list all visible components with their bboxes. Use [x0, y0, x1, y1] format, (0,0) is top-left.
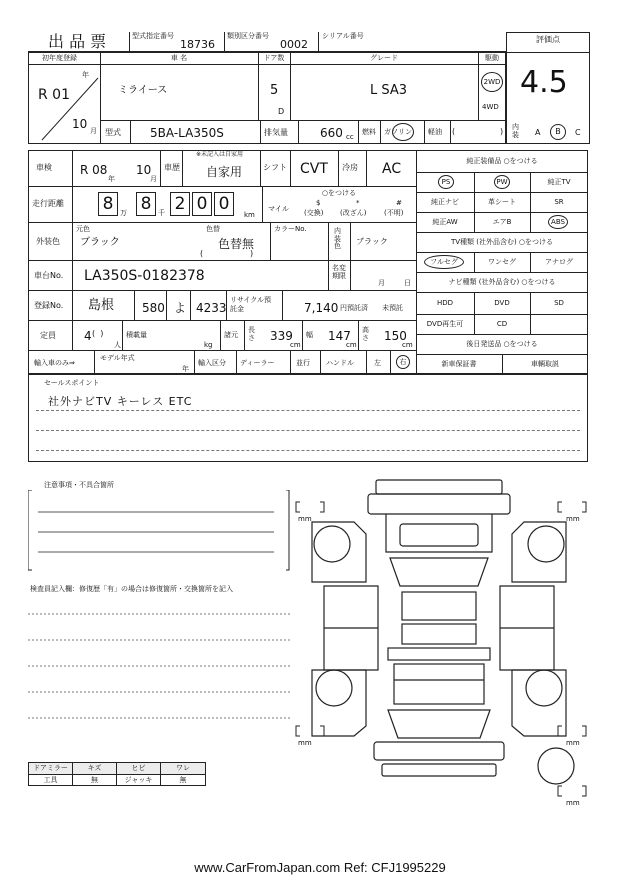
drive-4wd: 4WD: [482, 103, 499, 111]
capacity-value: 4: [84, 329, 92, 343]
import-label: 輸入車のみ⇒: [34, 359, 75, 367]
tv-analog: アナログ: [545, 258, 573, 266]
door-type: D: [278, 107, 285, 116]
score-label: 評価点: [536, 35, 560, 44]
equip-airbag: エアB: [492, 218, 512, 226]
import-parallel: 並行: [296, 359, 310, 367]
model-label: 型式: [105, 128, 121, 137]
ext-color-label: 外装色: [36, 237, 60, 246]
mileage-digit-1: 8: [98, 192, 118, 216]
mileage-sen-unit: 千: [158, 209, 165, 217]
interior-c: C: [575, 128, 581, 137]
mileage-label: 走行距離: [32, 199, 64, 208]
inspection-label: 車検: [36, 163, 52, 172]
length-label: 長さ: [248, 326, 255, 343]
name-change-month: 月: [378, 279, 385, 287]
first-reg-year-unit: 年: [82, 71, 89, 79]
sales-text: 社外ナビTV キーレス ETC: [48, 395, 193, 408]
unknown-label: #: [396, 199, 402, 207]
ac-value: AC: [382, 161, 402, 177]
unknown-sub: (不明): [384, 209, 404, 217]
notes-box: [28, 490, 290, 572]
first-reg-label: 初年度登録: [42, 54, 77, 62]
sales-label: セールスポイント: [44, 379, 100, 387]
handle-label: ハンドル: [326, 359, 354, 367]
tire-front-left-mm: mm: [298, 515, 312, 523]
navi-dvd: DVD: [494, 299, 510, 307]
name-change-day: 日: [404, 279, 411, 287]
fuel-gasoline: ガソリン: [384, 128, 412, 136]
reg-kana: よ: [174, 301, 187, 315]
fuel-diesel: 軽油: [428, 128, 442, 136]
width-unit: cm: [346, 341, 357, 349]
drive-label: 駆動: [485, 54, 499, 62]
tools-value-tools: 工具: [43, 776, 58, 784]
inspector-lines: [24, 600, 294, 740]
equip-genuine-navi: 純正ナビ: [431, 198, 459, 206]
color-paren-close: ): [250, 249, 254, 258]
mileage-mark-note: ○をつける: [321, 189, 357, 197]
category-label: 類別区分番号: [227, 32, 269, 40]
handle-left: 左: [374, 359, 381, 367]
tools-header-scratch: キズ: [73, 763, 116, 774]
tools-header-break: ワレ: [161, 763, 205, 774]
reg-place: 島根: [88, 298, 115, 313]
color-change-value: 色替無: [218, 237, 255, 251]
dimension-label: 諸元: [224, 331, 238, 339]
tools-header-mirror: ドアミラー: [29, 763, 72, 774]
mileage-digit-2: 8: [136, 192, 156, 216]
drive-2wd: 2WD: [481, 72, 503, 92]
displacement-value: 660: [320, 126, 343, 140]
fuel-other-paren-open: (: [452, 127, 456, 136]
chassis-label: 車台No.: [34, 271, 64, 280]
inspector-label: 検査員記入欄：修復歴「有」の場合は修復箇所・交換箇所を記入: [30, 585, 233, 593]
category-value: 0002: [280, 38, 308, 51]
model-value: 5BA-LA350S: [150, 126, 224, 140]
reg-label: 登録No.: [34, 301, 64, 310]
first-reg-divider: [28, 64, 100, 144]
mileage-km-unit: km: [244, 211, 255, 219]
navi-dvd-playback: DVD再生可: [426, 320, 464, 328]
mileage-man-unit: 万: [120, 209, 127, 217]
equip-sunroof: SR: [554, 198, 564, 206]
int-color-value: ブラック: [356, 237, 388, 246]
later-manual: 車輌取説: [531, 360, 559, 368]
mile-label: マイル: [268, 205, 289, 213]
model-designation-label: 型式指定番号: [132, 32, 174, 40]
equip-genuine-aw: 純正AW: [432, 218, 458, 226]
grade: L SA3: [370, 83, 408, 98]
width-value: 147: [328, 329, 351, 343]
usage-label: 車歴: [164, 163, 180, 172]
score-value: 4.5: [520, 65, 568, 100]
inspection-month-unit: 月: [150, 175, 157, 183]
inspection-month: 10: [136, 163, 152, 177]
recycle-label: リサイクル預託金: [230, 296, 272, 314]
capacity-paren: ( ): [92, 329, 104, 338]
navi-type-label: ナビ種類 (社外品含む) ○をつける: [448, 278, 556, 286]
color-num-label: 色替: [206, 225, 220, 233]
form-title: 出 品 票: [48, 32, 107, 51]
handle-right: 右: [396, 355, 410, 369]
usage-value: 自家用: [206, 165, 243, 179]
navi-cd: CD: [496, 320, 508, 328]
length-value: 339: [270, 329, 293, 343]
inspection-year: R 08: [80, 163, 108, 177]
tools-header-crack: ヒビ: [117, 763, 160, 774]
later-warranty: 新車保証書: [441, 360, 477, 368]
load-unit: kg: [204, 341, 213, 349]
orig-color-label: 元色: [76, 225, 90, 233]
equip-pw: PW: [494, 175, 510, 189]
recycle-fee: 7,140: [304, 301, 339, 315]
tools-value-jack-none: 無: [179, 776, 187, 784]
grade-label: グレード: [370, 54, 398, 62]
exchange-label: $: [316, 199, 321, 207]
height-value: 150: [384, 329, 407, 343]
model-year-unit: 年: [182, 365, 189, 373]
height-unit: cm: [402, 341, 413, 349]
interior-a: A: [535, 128, 541, 137]
ext-color-value: ブラック: [80, 237, 120, 248]
usage-note: ※未記入は自家用: [196, 151, 244, 158]
recycle-status: 円預託済: [340, 304, 368, 312]
mileage-digit-5: 0: [214, 192, 234, 216]
tire-front-right-mm: mm: [566, 515, 580, 523]
int-color-label: 内装色: [334, 227, 341, 251]
interior-label: 内 装: [512, 123, 519, 139]
inspection-year-unit: 年: [108, 175, 115, 183]
reg-number: 4233: [196, 301, 227, 315]
import-dealer: ディーラー: [240, 359, 275, 367]
doors-label: ドア数: [263, 54, 285, 62]
recycle-unpaid: 未預託: [382, 304, 403, 312]
fuel-other-paren-close: ): [500, 127, 504, 136]
interior-b: B: [550, 124, 566, 140]
tire-rear-right-mm: mm: [566, 739, 580, 747]
color-paren-open: (: [200, 249, 204, 258]
doors: 5: [270, 83, 279, 98]
chassis-value: LA350S-0182378: [84, 268, 205, 284]
import-type-label: 輸入区分: [198, 359, 226, 367]
width-label: 幅: [306, 331, 313, 339]
car-name-label: 車 名: [170, 54, 188, 62]
sales-frame: [28, 374, 588, 462]
first-reg-month: 10: [72, 117, 88, 131]
color-no-label: カラーNo.: [274, 225, 307, 233]
shift-value: CVT: [300, 161, 328, 177]
equip-abs: ABS: [548, 215, 568, 229]
model-year-label: モデル年式: [100, 354, 135, 362]
car-name: ミライース: [118, 85, 168, 96]
capacity-unit: 人: [114, 341, 121, 349]
car-diagram: [294, 474, 594, 814]
tv-oneseg: ワンセグ: [488, 258, 516, 266]
tools-value-tools-none: 無: [91, 776, 98, 784]
height-label: 高さ: [362, 326, 369, 343]
reg-class: 580: [142, 301, 165, 315]
equip-ps: PS: [438, 175, 454, 189]
serial-label: シリアル番号: [322, 32, 364, 40]
tamper-label: *: [356, 199, 360, 207]
tire-spare-mm: mm: [566, 799, 580, 807]
cc-unit: cc: [346, 133, 354, 141]
mileage-digit-3: 2: [170, 192, 190, 216]
displacement-label: 排気量: [264, 128, 288, 137]
model-designation-value: 18736: [180, 38, 215, 51]
name-change-label: 名変期限: [332, 264, 346, 281]
navi-hdd: HDD: [436, 299, 454, 307]
notes-label: 注意事項・不具合箇所: [44, 481, 114, 489]
navi-sd: SD: [554, 299, 564, 307]
shift-label: シフト: [263, 163, 287, 172]
equip-leather-seat: 革シート: [488, 198, 516, 206]
later-shipping-label: 後日発送品 ○をつける: [466, 340, 538, 348]
length-unit: cm: [290, 341, 301, 349]
tire-rear-left-mm: mm: [298, 739, 312, 747]
fuel-label: 燃料: [362, 128, 376, 136]
exchange-sub: (交換): [304, 209, 324, 217]
tv-fullseg: フルセグ: [424, 255, 464, 269]
capacity-label: 定員: [40, 331, 56, 340]
footer-ref: www.CarFromJapan.com Ref: CFJ1995229: [194, 860, 446, 875]
mileage-digit-4: 0: [192, 192, 212, 216]
tv-type-label: TV種類 (社外品含む) ○をつける: [450, 238, 554, 246]
tools-value-jack: ジャッキ: [124, 776, 153, 784]
first-reg-year: R 01: [38, 87, 70, 103]
ac-label: 冷房: [342, 163, 358, 172]
equip-genuine-tv: 純正TV: [547, 178, 571, 186]
tamper-sub: (改ざん): [340, 209, 367, 217]
first-reg-month-unit: 月: [90, 127, 97, 135]
load-label: 積載量: [126, 331, 147, 339]
genuine-label: 純正装備品 ○をつける: [466, 157, 538, 165]
